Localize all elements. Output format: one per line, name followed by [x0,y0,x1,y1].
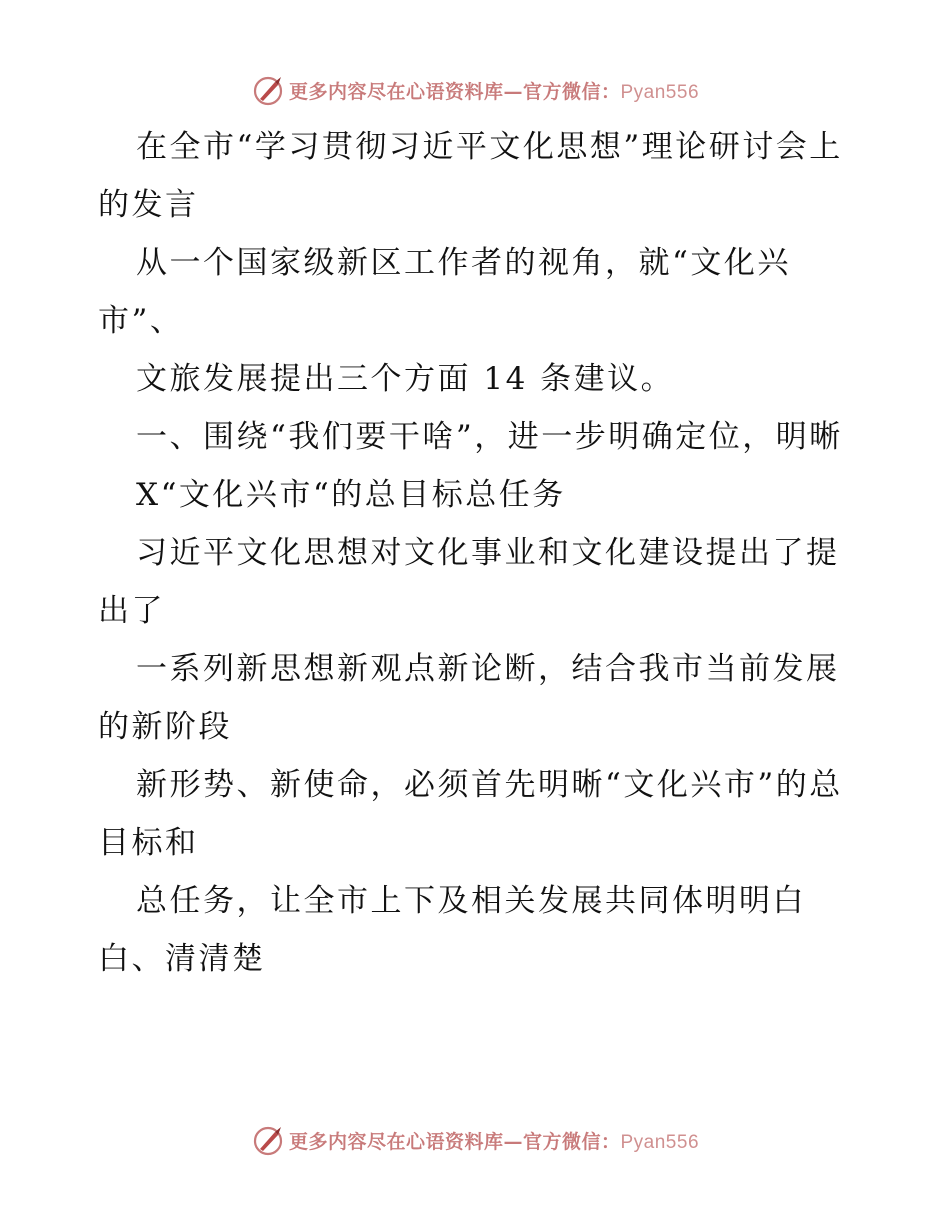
watermark-text: 更多内容尽在心语资料库—官方微信：Pyan556 [288,1130,700,1153]
document-body [98,118,858,988]
paragraph-5: X“文化兴市“的总目标总任务 [136,477,566,513]
paragraph-2: 从一个国家级新区工作者的视角，就“文化兴市”、 [98,245,791,339]
quill-pen-icon [251,1123,285,1157]
watermark-text: 更多内容尽在心语资料库—官方微信：Pyan556 [288,80,700,103]
paragraph-1: 在全市“学习贯彻习近平文化思想”理论研讨会上的发言 [98,129,843,223]
paragraph-9: 总任务，让全市上下及相关发展共同体明明白白、清清楚 [98,883,806,977]
paragraph-3: 文旅发展提出三个方面 14 条建议。 [136,361,675,397]
paragraph-8: 新形势、新使命，必须首先明晰“文化兴市”的总目标和 [98,767,843,861]
footer-watermark [0,1120,950,1160]
header-watermark [0,70,950,110]
paragraph-6: 习近平文化思想对文化事业和文化建设提出了提出了 [98,535,840,629]
quill-pen-icon [251,73,285,107]
paragraph-7: 一系列新思想新观点新论断，结合我市当前发展的新阶段 [98,651,840,745]
paragraph-4: 一、围绕“我们要干啥”，进一步明确定位，明晰 [136,419,843,455]
